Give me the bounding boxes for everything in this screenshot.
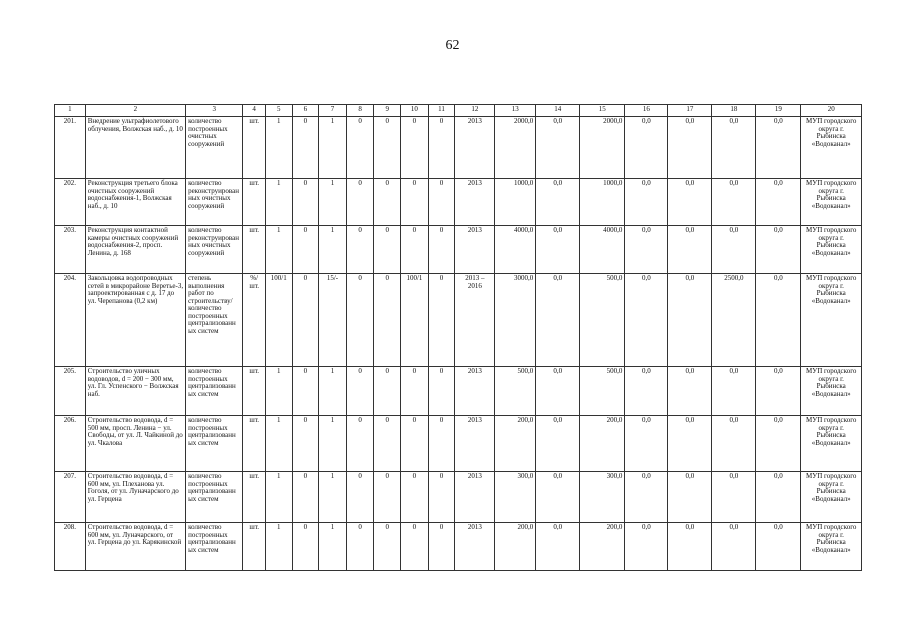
value-cell: 0,0 (625, 523, 668, 571)
value-cell: 0,0 (712, 367, 756, 416)
unit: шт. (243, 117, 266, 179)
value-cell: 0 (401, 226, 429, 274)
value-cell: 0 (401, 117, 429, 179)
value-cell: 0,0 (625, 472, 668, 523)
value-cell: 0 (428, 274, 455, 367)
value-cell: 0,0 (712, 523, 756, 571)
value-cell: 0,0 (668, 523, 712, 571)
value-cell: 0,0 (712, 472, 756, 523)
value-cell: 0 (292, 274, 319, 367)
year-cell: 2013 (455, 472, 495, 523)
column-header: 11 (428, 105, 455, 117)
value-cell: 1 (265, 179, 292, 226)
value-cell: 1 (265, 226, 292, 274)
owner-cell: МУП городского округа г. Рыбинска «Водоканал» (801, 226, 862, 274)
column-header: 2 (85, 105, 185, 117)
year-cell: 2013 (455, 523, 495, 571)
value-cell: 1 (265, 416, 292, 472)
owner-cell: МУП городского округа г. Рыбинска «Водоканал» (801, 472, 862, 523)
value-cell: 0,0 (536, 179, 580, 226)
value-cell: 0,0 (668, 117, 712, 179)
value-cell: 1 (319, 226, 347, 274)
total-cell: 4000,0 (495, 226, 536, 274)
value-cell: 0 (346, 416, 374, 472)
year-cell: 2013 (455, 179, 495, 226)
total-cell: 2000,0 (495, 117, 536, 179)
value-cell: 1 (319, 523, 347, 571)
value-cell: 0,0 (756, 472, 801, 523)
total-cell: 1000,0 (495, 179, 536, 226)
value-cell: 0 (428, 117, 455, 179)
value-cell: 0,0 (712, 416, 756, 472)
column-header: 19 (756, 105, 801, 117)
value-cell: 0,0 (756, 226, 801, 274)
column-header: 15 (580, 105, 625, 117)
value-cell: 0,0 (756, 274, 801, 367)
unit: %/ шт. (243, 274, 266, 367)
value-cell: 0 (346, 367, 374, 416)
value-cell: 1000,0 (580, 179, 625, 226)
value-cell: 0 (374, 179, 401, 226)
value-cell: 0,0 (536, 226, 580, 274)
column-header: 16 (625, 105, 668, 117)
header-row (55, 105, 862, 117)
value-cell: 0,0 (756, 179, 801, 226)
page-number: 62 (445, 38, 460, 53)
value-cell: 0 (292, 523, 319, 571)
item-name: Строительство уличных водоводов, d = 200 − 300 мм, ул. Гл. Успенского − Волжская наб. (85, 367, 185, 416)
value-cell: 0,0 (625, 179, 668, 226)
year-cell: 2013 (455, 117, 495, 179)
owner-cell: МУП городского округа г. Рыбинска «Водоканал» (801, 416, 862, 472)
value-cell: 0,0 (625, 367, 668, 416)
column-header: 3 (186, 105, 243, 117)
value-cell: 0 (346, 523, 374, 571)
value-cell: 0 (346, 274, 374, 367)
value-cell: 0,0 (536, 416, 580, 472)
indicator: количество построенных централизованных систем (186, 416, 243, 472)
value-cell: 1 (319, 472, 347, 523)
table-row (55, 523, 862, 571)
value-cell: 1 (265, 117, 292, 179)
indicator: количество построенных централизованных систем (186, 472, 243, 523)
row-number: 207. (55, 472, 86, 523)
value-cell: 0 (401, 416, 429, 472)
value-cell: 1 (319, 179, 347, 226)
value-cell: 0,0 (625, 416, 668, 472)
value-cell: 0 (374, 416, 401, 472)
value-cell: 1 (265, 367, 292, 416)
table-row (55, 117, 862, 179)
value-cell: 0,0 (536, 472, 580, 523)
column-header: 10 (401, 105, 429, 117)
value-cell: 1 (319, 367, 347, 416)
owner-cell: МУП городского округа г. Рыбинска «Водоканал» (801, 117, 862, 179)
value-cell: 15/- (319, 274, 347, 367)
value-cell: 0 (401, 179, 429, 226)
year-cell: 2013 (455, 416, 495, 472)
row-number: 203. (55, 226, 86, 274)
table-row (55, 274, 862, 367)
value-cell: 0,0 (668, 472, 712, 523)
value-cell: 0 (292, 367, 319, 416)
value-cell: 0 (374, 472, 401, 523)
value-cell: 1 (319, 117, 347, 179)
unit: шт. (243, 367, 266, 416)
value-cell: 0 (292, 179, 319, 226)
row-number: 202. (55, 179, 86, 226)
value-cell: 0 (428, 226, 455, 274)
value-cell: 1 (265, 523, 292, 571)
item-name: Строительство водовода, d = 500 мм, просп. Ленина − ул. Свободы, от ул. Л. Чайкиной до ул. Чкалова (85, 416, 185, 472)
value-cell: 300,0 (580, 472, 625, 523)
column-header: 8 (346, 105, 374, 117)
value-cell: 0 (374, 523, 401, 571)
item-name: Строительство водовода, d = 600 мм, ул. Луначарского, от ул. Герцена до ул. Карякинской (85, 523, 185, 571)
owner-cell: МУП городского округа г. Рыбинска «Водоканал» (801, 367, 862, 416)
value-cell: 0,0 (712, 179, 756, 226)
value-cell: 0 (374, 226, 401, 274)
column-header: 17 (668, 105, 712, 117)
value-cell: 0 (292, 472, 319, 523)
value-cell: 500,0 (580, 274, 625, 367)
value-cell: 0,0 (668, 226, 712, 274)
row-number: 206. (55, 416, 86, 472)
table-body (55, 117, 862, 571)
value-cell: 0,0 (536, 523, 580, 571)
value-cell: 0 (428, 472, 455, 523)
unit: шт. (243, 226, 266, 274)
row-number: 205. (55, 367, 86, 416)
value-cell: 0 (346, 226, 374, 274)
value-cell: 0 (374, 367, 401, 416)
value-cell: 200,0 (580, 523, 625, 571)
value-cell: 0 (346, 117, 374, 179)
indicator: количество построенных централизованных систем (186, 367, 243, 416)
value-cell: 0 (374, 274, 401, 367)
value-cell: 0,0 (668, 367, 712, 416)
table-row (55, 367, 862, 416)
indicator: количество реконструированных очистных сооружений (186, 226, 243, 274)
row-number: 204. (55, 274, 86, 367)
table-row (55, 416, 862, 472)
total-cell: 3000,0 (495, 274, 536, 367)
column-header: 1 (55, 105, 86, 117)
column-header: 6 (292, 105, 319, 117)
value-cell: 0 (292, 226, 319, 274)
item-name: Закольцовка водопроводных сетей в микрорайоне Веретье-3, запроектированная с д. 17 до ул. Черепанова (0,2 км) (85, 274, 185, 367)
item-name: Внедрение ультрафиолетового облучения, Волжская наб., д. 10 (85, 117, 185, 179)
value-cell: 0 (428, 179, 455, 226)
value-cell: 0 (428, 416, 455, 472)
value-cell: 0 (401, 367, 429, 416)
value-cell: 2500,0 (712, 274, 756, 367)
value-cell: 100/1 (265, 274, 292, 367)
value-cell: 0 (401, 472, 429, 523)
unit: шт. (243, 523, 266, 571)
unit: шт. (243, 179, 266, 226)
value-cell: 0,0 (756, 523, 801, 571)
value-cell: 0 (428, 523, 455, 571)
column-header: 4 (243, 105, 266, 117)
value-cell: 500,0 (580, 367, 625, 416)
indicator: степень выполнения работ по строительству/ количество построенных централизованных систем (186, 274, 243, 367)
value-cell: 0,0 (756, 117, 801, 179)
column-header: 18 (712, 105, 756, 117)
total-cell: 200,0 (495, 416, 536, 472)
value-cell: 0,0 (756, 367, 801, 416)
total-cell: 200,0 (495, 523, 536, 571)
data-table (54, 104, 862, 571)
value-cell: 4000,0 (580, 226, 625, 274)
value-cell: 1 (319, 416, 347, 472)
value-cell: 0,0 (668, 416, 712, 472)
value-cell: 0,0 (668, 179, 712, 226)
year-cell: 2013 – 2016 (455, 274, 495, 367)
year-cell: 2013 (455, 367, 495, 416)
value-cell: 0 (292, 416, 319, 472)
value-cell: 0,0 (536, 274, 580, 367)
value-cell: 0,0 (756, 416, 801, 472)
owner-cell: МУП городского округа г. Рыбинска «Водоканал» (801, 179, 862, 226)
value-cell: 0 (401, 523, 429, 571)
value-cell: 0,0 (625, 274, 668, 367)
column-header: 12 (455, 105, 495, 117)
value-cell: 0,0 (536, 367, 580, 416)
total-cell: 500,0 (495, 367, 536, 416)
value-cell: 0 (292, 117, 319, 179)
row-number: 208. (55, 523, 86, 571)
value-cell: 0,0 (625, 226, 668, 274)
unit: шт. (243, 472, 266, 523)
unit: шт. (243, 416, 266, 472)
year-cell: 2013 (455, 226, 495, 274)
indicator: количество построенных централизованных систем (186, 523, 243, 571)
value-cell: 0 (346, 472, 374, 523)
indicator: количество реконструированных очистных сооружений (186, 179, 243, 226)
item-name: Реконструкция третьего блока очистных сооружений водоснабжения-1, Волжская наб., д. 10 (85, 179, 185, 226)
value-cell: 0,0 (712, 226, 756, 274)
total-cell: 300,0 (495, 472, 536, 523)
item-name: Строительство водовода, d = 600 мм, ул. Плеханова ул. Гоголя, от ул. Луначарского до ул. Герцена (85, 472, 185, 523)
table-row (55, 226, 862, 274)
owner-cell: МУП городского округа г. Рыбинска «Водоканал» (801, 274, 862, 367)
value-cell: 0,0 (625, 117, 668, 179)
value-cell: 0,0 (536, 117, 580, 179)
value-cell: 1 (265, 472, 292, 523)
owner-cell: МУП городского округа г. Рыбинска «Водоканал» (801, 523, 862, 571)
item-name: Реконструкция контактной камеры очистных сооружений водоснабжения-2, просп. Ленина, д. 168 (85, 226, 185, 274)
column-header: 13 (495, 105, 536, 117)
table-row (55, 472, 862, 523)
value-cell: 100/1 (401, 274, 429, 367)
table-row (55, 179, 862, 226)
column-header: 14 (536, 105, 580, 117)
column-header: 20 (801, 105, 862, 117)
value-cell: 2000,0 (580, 117, 625, 179)
value-cell: 0 (428, 367, 455, 416)
column-header: 7 (319, 105, 347, 117)
value-cell: 0,0 (668, 274, 712, 367)
value-cell: 200,0 (580, 416, 625, 472)
indicator: количество построенных очистных сооружений (186, 117, 243, 179)
row-number: 201. (55, 117, 86, 179)
column-header: 9 (374, 105, 401, 117)
column-header: 5 (265, 105, 292, 117)
value-cell: 0 (374, 117, 401, 179)
value-cell: 0 (346, 179, 374, 226)
value-cell: 0,0 (712, 117, 756, 179)
